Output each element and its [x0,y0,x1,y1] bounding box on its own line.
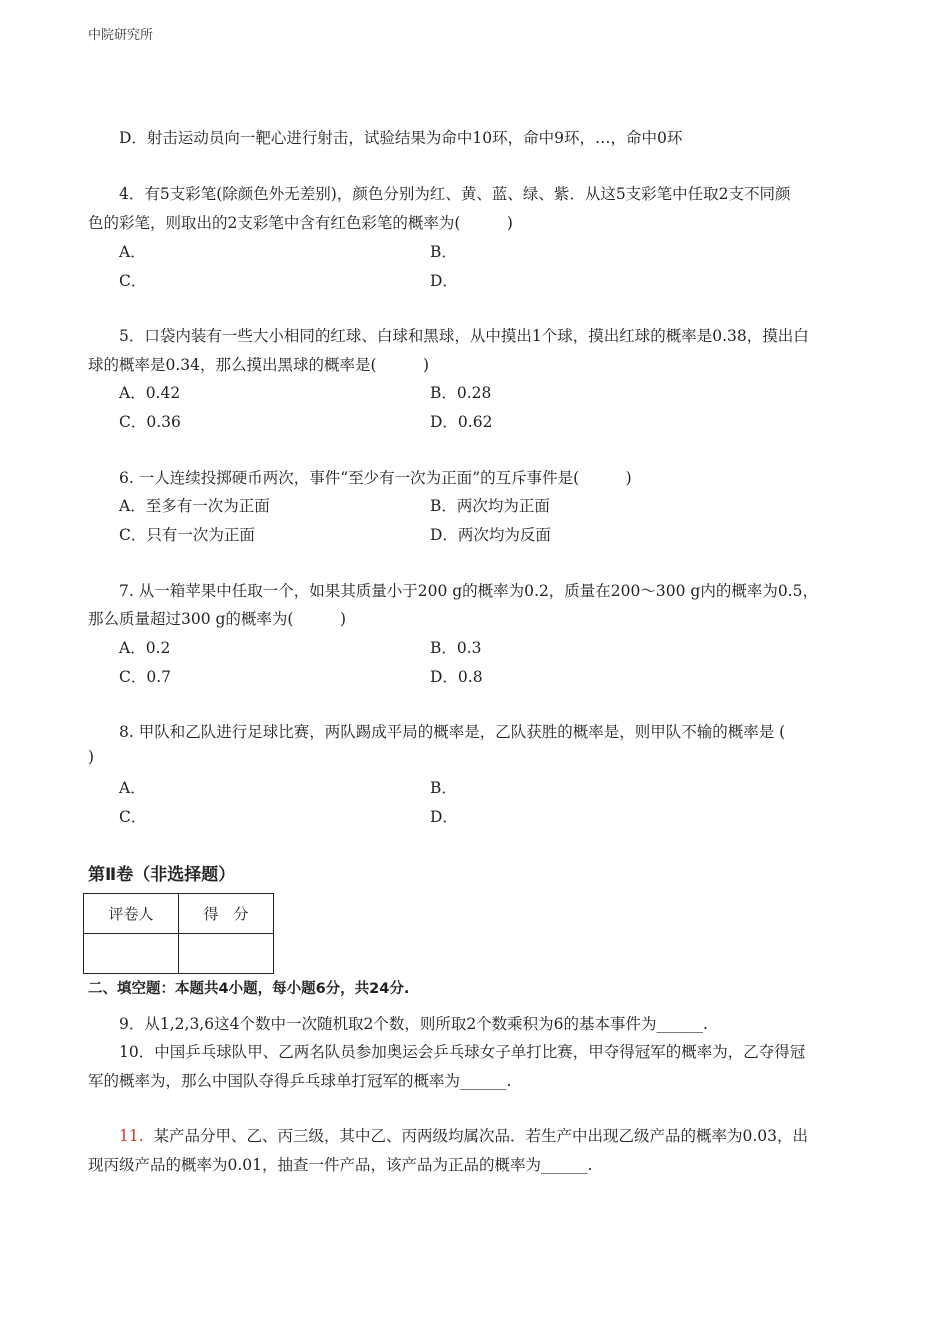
q4-option-c: C． [119,272,147,290]
q4-option-a: A． [119,243,146,261]
q4-option-b: B． [430,243,457,261]
q4-line2: 色的彩笔，则取出的2支彩笔中含有红色彩笔的概率为( ) [88,214,513,232]
q7-option-d: D．0.8 [430,668,483,686]
q8-option-a: A． [119,779,146,797]
q5-option-c: C．0.36 [119,413,181,431]
score-cell [179,934,274,974]
q5-option-b: B．0.28 [430,384,492,402]
q7-option-a: A．0.2 [119,639,171,657]
q11-line2: 现丙级产品的概率为0.01，抽查一件产品，该产品为正品的概率为______. [88,1156,593,1174]
q6-option-d: D．两次均为反面 [430,526,551,544]
q8-option-b: B． [430,779,457,797]
q6-option-c: C．只有一次为正面 [119,526,255,544]
q5-option-a: A．0.42 [119,384,181,402]
q7-line2: 那么质量超过300 g的概率为( ) [88,610,347,628]
q4-option-d: D． [430,272,458,290]
q10-line2: 军的概率为，那么中国队夺得乒乓球单打冠军的概率为______. [88,1072,512,1090]
q10-line1: 10．中国乒乓球队甲、乙两名队员参加奥运会乒乓球女子单打比赛，甲夺得冠军的概率为，乙夺得冠 [119,1043,806,1061]
header-org: 中院研究所 [88,28,154,43]
q11-text: 某产品分甲、乙、丙三级，其中乙、丙两级均属次品．若生产中出现乙级产品的概率为0.03，出 [153,1127,809,1145]
q8-line1: 8. 甲队和乙队进行足球比赛，两队踢成平局的概率是，乙队获胜的概率是，则甲队不输的概率是 ( [119,723,786,741]
q11-line1 [119,1124,864,1146]
q5-option-d: D．0.62 [430,413,493,431]
q3-option-d: D．射击运动员向一靶心进行射击，试验结果为命中10环，命中9环，…，命中0环 [119,129,683,147]
q6-option-b: B．两次均为正面 [430,497,550,515]
q7-option-c: C．0.7 [119,668,172,686]
score-table [83,893,274,974]
q6-option-a: A．至多有一次为正面 [119,497,270,515]
grader-label: 评卷人 [84,894,179,934]
q11-number: 11. [119,1127,144,1145]
q8-option-c: C． [119,808,147,826]
q7-line1: 7. 从一箱苹果中任取一个，如果其质量小于200 g的概率为0.2，质量在200～300 g内的概率为0.5， [119,582,818,600]
q6-line1: 6. 一人连续投掷硬币两次，事件“至少有一次为正面”的互斥事件是( ) [119,469,632,487]
score-label: 得 分 [179,894,274,934]
section-title: 第Ⅱ卷（非选择题） [88,865,236,885]
q8-line2: ) [88,748,95,766]
q9-line: 9．从1,2,3,6这4个数中一次随机取2个数，则所取2个数乘积为6的基本事件为______. [119,1015,708,1033]
grader-cell [84,934,179,974]
q8-option-d: D． [430,808,458,826]
q5-line2: 球的概率是0.34，那么摸出黑球的概率是( ) [88,356,430,374]
fill-section-title: 二、填空题：本题共4小题，每小题6分，共24分. [88,981,410,997]
q7-option-b: B．0.3 [430,639,482,657]
q5-line1: 5．口袋内装有一些大小相同的红球、白球和黑球，从中摸出1个球，摸出红球的概率是0.38，摸出白 [119,327,809,345]
q4-line1: 4．有5支彩笔(除颜色外无差别)，颜色分别为红、黄、蓝、绿、紫．从这5支彩笔中任取2支不同颜 [119,185,791,203]
